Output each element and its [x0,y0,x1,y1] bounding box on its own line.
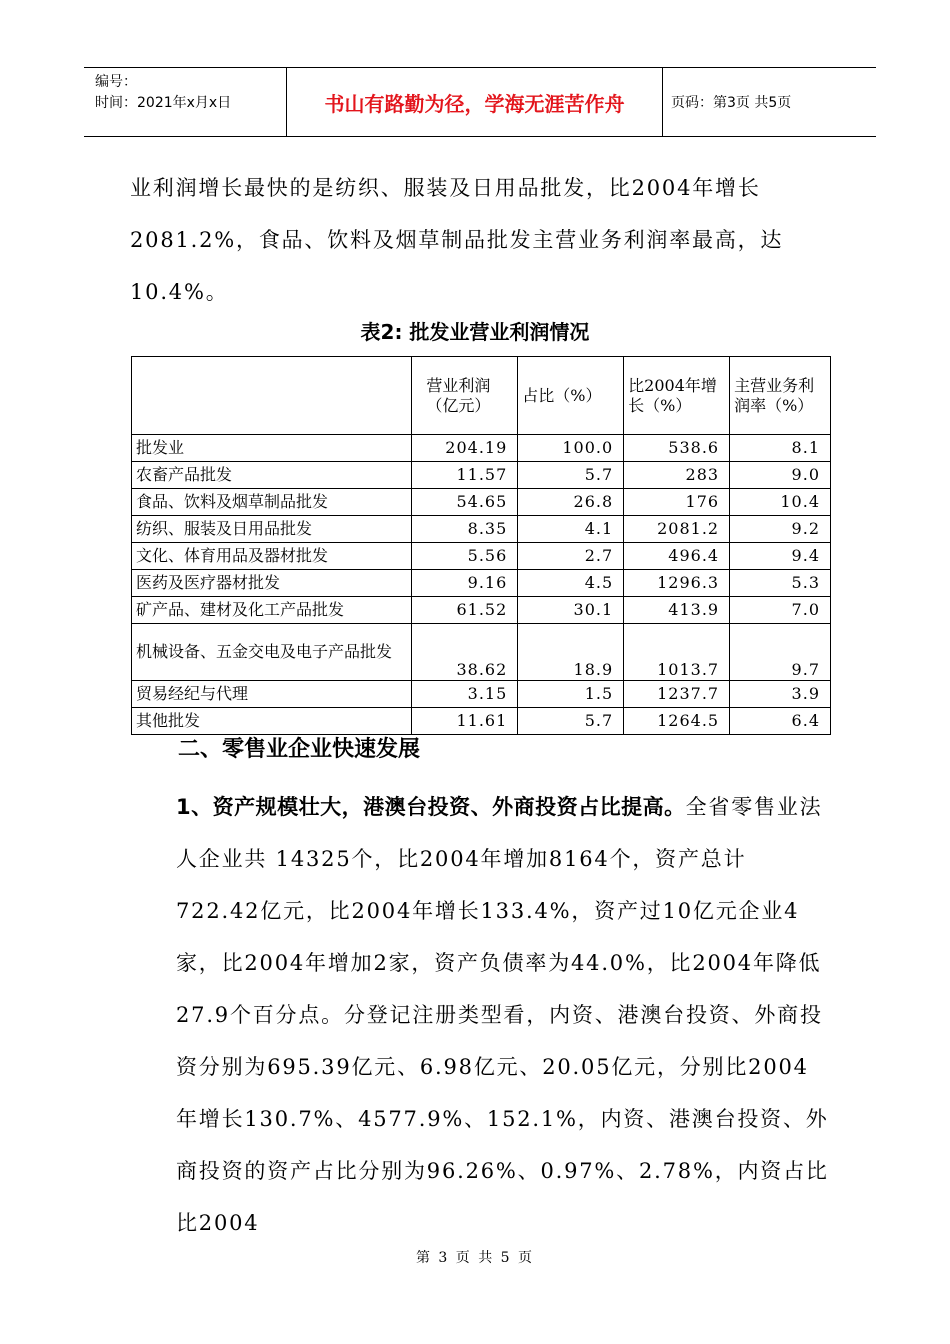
page-footer: 第 3 页 共 5 页 [415,1250,535,1266]
cell-growth: 176 [624,489,730,516]
cell-name: 医药及医疗器材批发 [132,570,412,597]
cell-growth: 1237.7 [624,681,730,708]
cell-profit: 11.57 [412,462,518,489]
cell-growth: 1264.5 [624,708,730,735]
table-row [132,489,831,516]
table-row [132,624,831,681]
cell-growth: 538.6 [624,435,730,462]
cell-margin: 7.0 [730,597,831,624]
header-motto: 书山有路勤为径，学海无涯苦作舟 [287,68,663,136]
cell-share: 5.7 [518,708,624,735]
cell-name: 矿产品、建材及化工产品批发 [132,597,412,624]
cell-profit: 38.62 [412,624,518,681]
header-time: 时间：2021年x月x日 [95,95,232,111]
body-text-block [130,781,830,1249]
header-cell: 比2004年增长（%） [624,357,730,435]
cell-name: 文化、体育用品及器材批发 [132,543,412,570]
cell-margin: 9.0 [730,462,831,489]
cell-share: 18.9 [518,624,624,681]
cell-profit: 11.61 [412,708,518,735]
cell-growth: 1013.7 [624,624,730,681]
table-row [132,462,831,489]
body-lead: 1、资产规模壮大，港澳台投资、外商投资占比提高。 [176,795,686,819]
cell-margin: 5.3 [730,570,831,597]
section-heading: 二、零售业企业快速发展 [178,737,421,762]
header-cell: 主营业务利润率（%） [730,357,831,435]
profit-table [131,356,831,735]
cell-share: 1.5 [518,681,624,708]
intro-line: 2081.2%，食品、饮料及烟草制品批发主营业务利润率最高，达 [130,228,784,252]
cell-margin: 10.4 [730,489,831,516]
cell-margin: 8.1 [730,435,831,462]
cell-share: 4.5 [518,570,624,597]
cell-profit: 54.65 [412,489,518,516]
table-row [132,708,831,735]
intro-line: 业利润增长最快的是纺织、服装及日用品批发，比2004年增长 [130,176,761,200]
cell-margin: 3.9 [730,681,831,708]
cell-growth: 1296.3 [624,570,730,597]
body-text: 全省零售业法人企业共 14325个，比2004年增加8164个，资产总计722.42亿元，比2004年增长133.4%，资产过10亿元企业4家，比2004年增加2家，资产负债率为44.0%，比2004年降低27.9个百分点。分登记注册类型看，内资、港澳台投资、外商投资分别为695.39亿元、6.98亿元、20.05亿元，分别比2004年增长130.7%、4577.9%、152.1%，内资、港澳台投资、外商投资的资产占比分别为96.26%、0.97%、2.78%，内资占比比2004 [176,795,829,1235]
cell-name: 贸易经纪与代理 [132,681,412,708]
header-number: 编号： [95,74,137,90]
cell-profit: 8.35 [412,516,518,543]
cell-name: 批发业 [132,435,412,462]
header-cell: 占比（%） [518,357,624,435]
cell-profit: 61.52 [412,597,518,624]
table-title: 表2: 批发业营业利润情况 [360,320,590,344]
cell-name: 机械设备、五金交电及电子产品批发 [132,624,412,681]
cell-growth: 413.9 [624,597,730,624]
cell-share: 30.1 [518,597,624,624]
cell-share: 2.7 [518,543,624,570]
header-cell: 营业利润（亿元） [412,357,518,435]
cell-growth: 496.4 [624,543,730,570]
cell-profit: 204.19 [412,435,518,462]
cell-growth: 283 [624,462,730,489]
cell-share: 26.8 [518,489,624,516]
cell-name: 其他批发 [132,708,412,735]
cell-profit: 3.15 [412,681,518,708]
cell-margin: 9.4 [730,543,831,570]
header-page-info: 页码：第3页 共5页 [671,95,792,111]
cell-share: 5.7 [518,462,624,489]
table-row [132,516,831,543]
table-header-row [132,357,831,435]
cell-growth: 2081.2 [624,516,730,543]
body-paragraph [130,781,830,1249]
header-cell [132,357,412,435]
cell-margin: 9.2 [730,516,831,543]
intro-paragraph [130,162,830,318]
table-row [132,597,831,624]
cell-name: 纺织、服装及日用品批发 [132,516,412,543]
table-row [132,435,831,462]
cell-margin: 6.4 [730,708,831,735]
table-row [132,543,831,570]
cell-margin: 9.7 [730,624,831,681]
cell-name: 食品、饮料及烟草制品批发 [132,489,412,516]
intro-line: 10.4%。 [130,280,229,304]
page-header [84,67,876,137]
cell-share: 100.0 [518,435,624,462]
header-meta [84,68,287,136]
cell-name: 农畜产品批发 [132,462,412,489]
cell-share: 4.1 [518,516,624,543]
table-row [132,570,831,597]
cell-profit: 9.16 [412,570,518,597]
cell-profit: 5.56 [412,543,518,570]
table-row [132,681,831,708]
